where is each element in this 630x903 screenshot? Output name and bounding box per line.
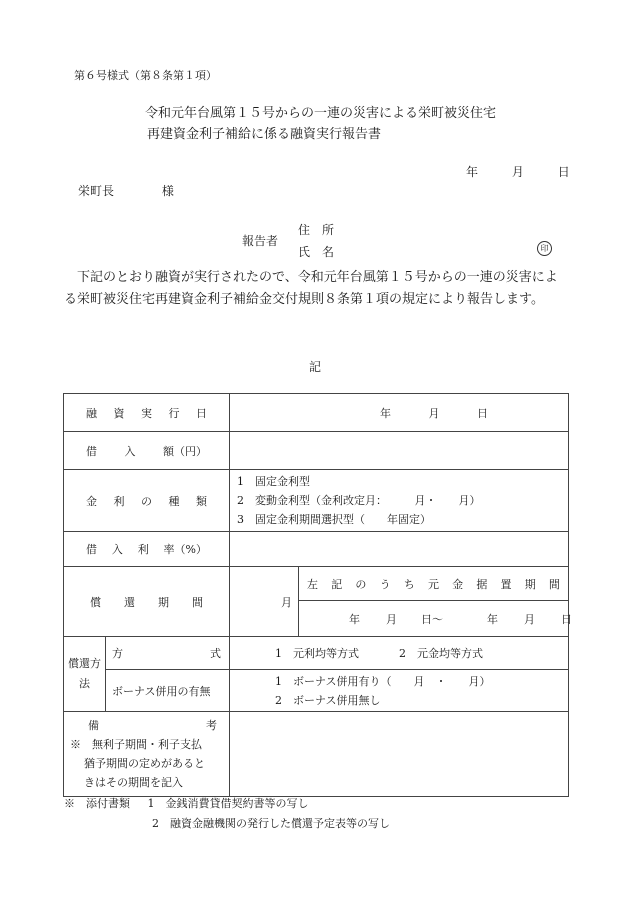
- interest-rate-value[interactable]: [230, 532, 569, 567]
- repayment-period-label: [64, 567, 230, 637]
- label-char: 借: [86, 543, 97, 556]
- method-label: [106, 637, 230, 670]
- name-label: 氏 名: [298, 245, 335, 259]
- label-char: 資: [113, 406, 125, 420]
- loan-date-value[interactable]: [230, 394, 569, 432]
- label-char: 期: [158, 595, 169, 609]
- attachment-item-1: 1 金銭消費貸借契約書等の写し: [147, 797, 309, 810]
- label-char: 行: [168, 406, 180, 420]
- row-repayment-period-top: [64, 567, 569, 601]
- deferral-char: ち: [403, 577, 415, 591]
- deferral-char: 左: [307, 577, 318, 591]
- deferral-char: 置: [500, 577, 512, 591]
- deferral-header: [299, 567, 569, 601]
- loan-date-day: 日: [477, 406, 488, 420]
- method-label-right: 式: [210, 647, 221, 660]
- reporter-label: 報告者: [242, 234, 279, 248]
- remarks-note-3: きはその期間を記入: [84, 776, 183, 789]
- date-year: 年: [466, 165, 479, 179]
- method-label-left: 方: [112, 647, 123, 660]
- label-char: 還: [124, 595, 135, 609]
- addressee-name: 栄町長: [78, 184, 115, 198]
- deferral-char: う: [379, 577, 391, 591]
- row-bonus: [64, 670, 569, 712]
- remarks-value[interactable]: [230, 712, 569, 797]
- loan-date-year: 年: [380, 406, 391, 420]
- label-char: 種: [168, 494, 180, 508]
- loan-amount-label: [64, 432, 230, 470]
- loan-report-table: [63, 393, 572, 797]
- title-line-2: 再建資金利子補給に係る融資実行報告書: [147, 127, 382, 142]
- bonus-option-no: 2 ボーナス併用無し: [275, 693, 381, 707]
- label-char: 率（%）: [163, 543, 207, 556]
- form-number: 第６号様式（第８条第１項）: [74, 69, 217, 82]
- method-options[interactable]: [230, 637, 569, 670]
- attachments: [64, 794, 390, 834]
- interest-type-options[interactable]: [230, 470, 569, 532]
- label-char: 金: [86, 494, 97, 508]
- bonus-label: [106, 670, 230, 712]
- deferral-end-month: 月: [524, 612, 535, 626]
- deferral-end-day: 日: [561, 612, 572, 626]
- label-char: 利: [113, 494, 125, 508]
- remarks-label-right: 考: [206, 719, 217, 732]
- label-char: 実: [141, 406, 152, 420]
- bonus-options[interactable]: [230, 670, 569, 712]
- label-char: 借: [86, 444, 97, 458]
- attachments-label: ※ 添付書類: [64, 797, 130, 810]
- row-interest-rate: [64, 532, 569, 567]
- remarks-note-1: ※ 無利子期間・利子支払: [70, 738, 202, 751]
- label-char: 入: [111, 543, 123, 556]
- remarks-note-2: 猶予期間の定めがあると: [84, 757, 205, 770]
- label-char: 額（円）: [163, 444, 207, 458]
- interest-option-period-select: 3 固定金利期間選択型（ 年固定）: [237, 513, 431, 526]
- date-day: 日: [557, 165, 570, 179]
- repayment-method-label: [64, 637, 106, 712]
- ki-heading: 記: [309, 360, 322, 374]
- report-date: [466, 163, 570, 180]
- label-char: 利: [137, 543, 149, 556]
- label-char: 融: [86, 406, 97, 420]
- deferral-value[interactable]: [299, 601, 572, 637]
- addressee: [78, 182, 174, 199]
- method-option-equal-principal: 2 元金均等方式: [399, 647, 483, 660]
- attachment-item-2: 2 融資金融機関の発行した償還予定表等の写し: [152, 817, 390, 830]
- loan-date-month: 月: [428, 406, 440, 420]
- row-loan-amount: [64, 432, 569, 470]
- label-char: 間: [192, 595, 203, 609]
- address-label: 住 所: [298, 223, 335, 237]
- bonus-label-text: ボーナス併用の有無: [112, 684, 211, 698]
- deferral-char: 据: [476, 577, 488, 591]
- row-remarks: [64, 712, 569, 797]
- months-unit: 月: [281, 595, 292, 609]
- deferral-start-day: 日〜: [421, 612, 443, 626]
- attachments-row-1: [64, 794, 390, 814]
- row-loan-date: [64, 394, 569, 432]
- title-line-1: 令和元年台風第１５号からの一連の災害による栄町被災住宅: [145, 106, 497, 121]
- label-char: 日: [196, 406, 207, 420]
- bonus-option-yes: 1 ボーナス併用有り（ 月 ・ 月）: [275, 674, 491, 688]
- deferral-start-year: 年: [349, 612, 360, 626]
- label-char: の: [141, 494, 152, 508]
- date-month: 月: [511, 165, 524, 179]
- remarks-label: [64, 712, 230, 797]
- loan-amount-value[interactable]: [230, 432, 569, 470]
- interest-option-fixed: 1 固定金利型: [237, 475, 310, 488]
- deferral-char: 期: [524, 577, 536, 591]
- row-interest-type: [64, 470, 569, 532]
- label-char: 類: [196, 494, 207, 508]
- seal-mark: 印: [537, 241, 552, 256]
- loan-date-label: [64, 394, 230, 432]
- remarks-label-left: 備: [88, 719, 99, 732]
- repayment-method-text: 償還方法: [68, 657, 101, 690]
- method-option-equal-payment: 1 元利均等方式: [275, 647, 359, 660]
- deferral-end-year: 年: [487, 612, 498, 626]
- deferral-start-month: 月: [386, 612, 397, 626]
- label-char: 入: [124, 444, 136, 458]
- label-char: 償: [90, 595, 101, 609]
- row-method: [64, 637, 569, 670]
- interest-type-label: [64, 470, 230, 532]
- deferral-char: 間: [548, 577, 560, 591]
- deferral-char: 記: [331, 577, 343, 591]
- addressee-honorific: 様: [161, 184, 174, 198]
- deferral-char: の: [355, 577, 367, 591]
- deferral-char: 金: [452, 577, 464, 591]
- deferral-char: 元: [427, 577, 439, 591]
- repayment-period-months[interactable]: [230, 567, 299, 637]
- body-text: 下記のとおり融資が実行されたので、令和元年台風第１５号からの一連の災害による栄町被災住宅再建資金利子補給金交付規則８条第１項の規定により報告します。: [64, 270, 558, 307]
- interest-option-variable: 2 変動金利型（金利改定月： 月・ 月）: [237, 494, 481, 507]
- interest-rate-label: [64, 532, 230, 567]
